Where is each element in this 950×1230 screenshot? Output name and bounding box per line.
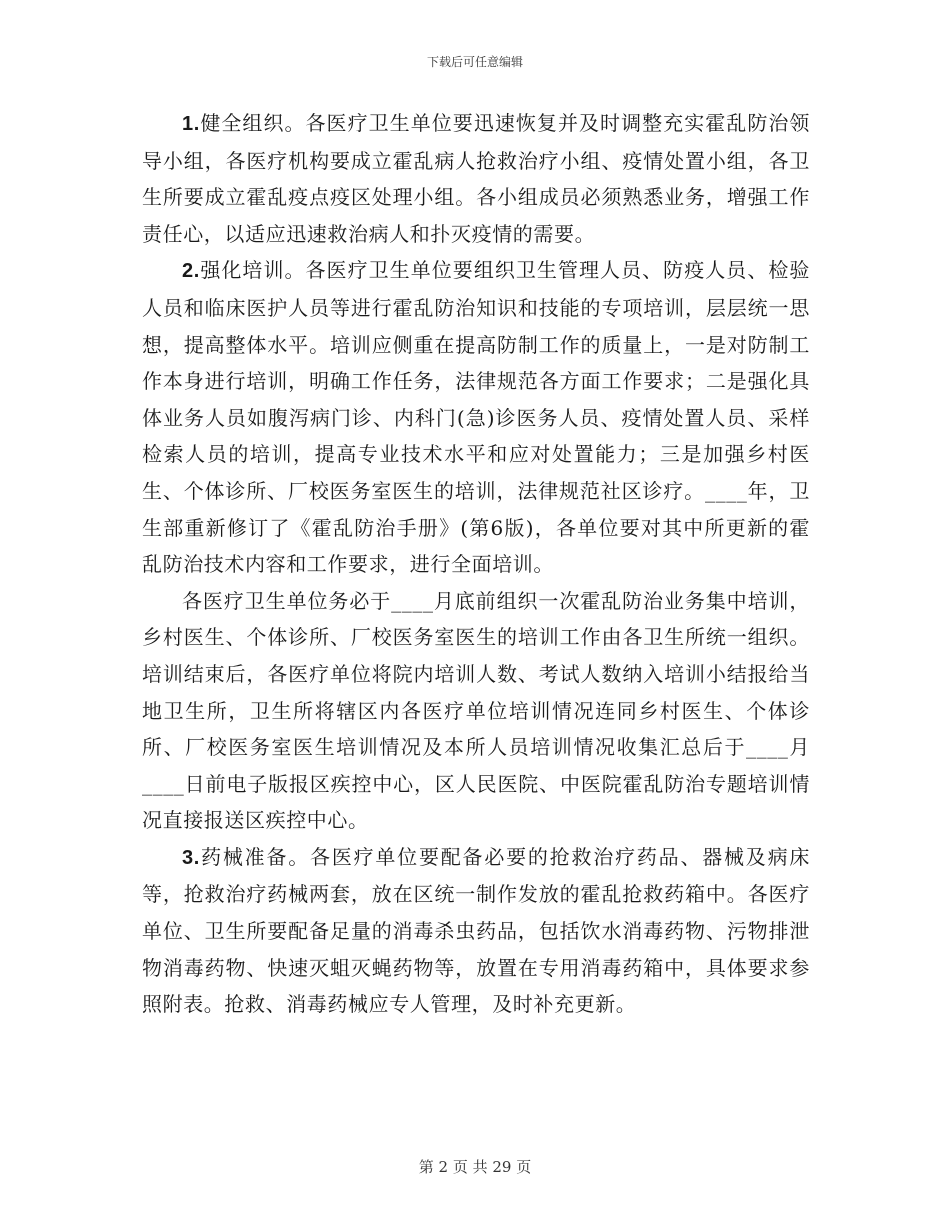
paragraph-number: 1. [182, 113, 200, 135]
paragraph-number: 3. [182, 846, 200, 869]
paragraph-equipment [142, 839, 810, 1023]
paragraph-text: 各医疗卫生单位务必于____月底前组织一次霍乱防治业务集中培训，乡村医生、个体诊所、厂校医务室医生的培训工作由各卫生所统一组织。培训结束后，各医疗单位将院内培训人数、考试人数纳入培训小结报给当地卫生所，卫生所将辖区内各医疗单位培训情况连同乡村医生、个体诊所、厂校医务室医生培训情况及本所人员培训情况收集汇总后于____月____日前电子版报区疾控中心，区人民医院、中医院霍乱防治专题培训情况直接报送区疾控中心。 [142, 588, 810, 833]
paragraph-organization [142, 105, 810, 252]
paragraph-text: 健全组织。各医疗卫生单位要迅速恢复并及时调整充实霍乱防治领导小组，各医疗机构要成立霍乱病人抢救治疗小组、疫情处置小组，各卫生所要成立霍乱疫点疫区处理小组。各小组成员必须熟悉业务，增强工作责任心，以适应迅速救治病人和扑灭疫情的需要。 [142, 111, 810, 246]
document-body [142, 105, 810, 1023]
paragraph-training [142, 252, 810, 582]
paragraph-number: 2. [182, 260, 200, 283]
paragraph-text: 强化培训。各医疗卫生单位要组织卫生管理人员、防疫人员、检验人员和临床医护人员等进行霍乱防治知识和技能的专项培训，层层统一思想，提高整体水平。培训应侧重在提高防制工作的质量上，一是对防制工作本身进行培训，明确工作任务，法律规范各方面工作要求；二是强化具体业务人员如腹泻病门诊、内科门(急)诊医务人员、疫情处置人员、采样检索人员的培训，提高专业技术水平和应对处置能力；三是加强乡村医生、个体诊所、厂校医务室医生的培训，法律规范社区诊疗。____年，卫生部重新修订了《霍乱防治手册》(第6版)，各单位要对其中所更新的霍乱防治技术内容和工作要求，进行全面培训。 [142, 258, 810, 577]
page-header: 下载后可任意编辑 [426, 55, 523, 69]
paragraph-text: 药械准备。各医疗单位要配备必要的抢救治疗药品、器械及病床等，抢救治疗药械两套，放在区统一制作发放的霍乱抢救药箱中。各医疗单位、卫生所要配备足量的消毒杀虫药品，包括饮水消毒药物、污物排泄物消毒药物、快速灭蛆灭蝇药物等，放置在专用消毒药箱中，具体要求参照附表。抢救、消毒药械应专人管理，及时补充更新。 [142, 844, 810, 1017]
paragraph-training-schedule [142, 583, 810, 839]
page-footer: 第 2 页 共 29 页 [418, 1158, 532, 1176]
